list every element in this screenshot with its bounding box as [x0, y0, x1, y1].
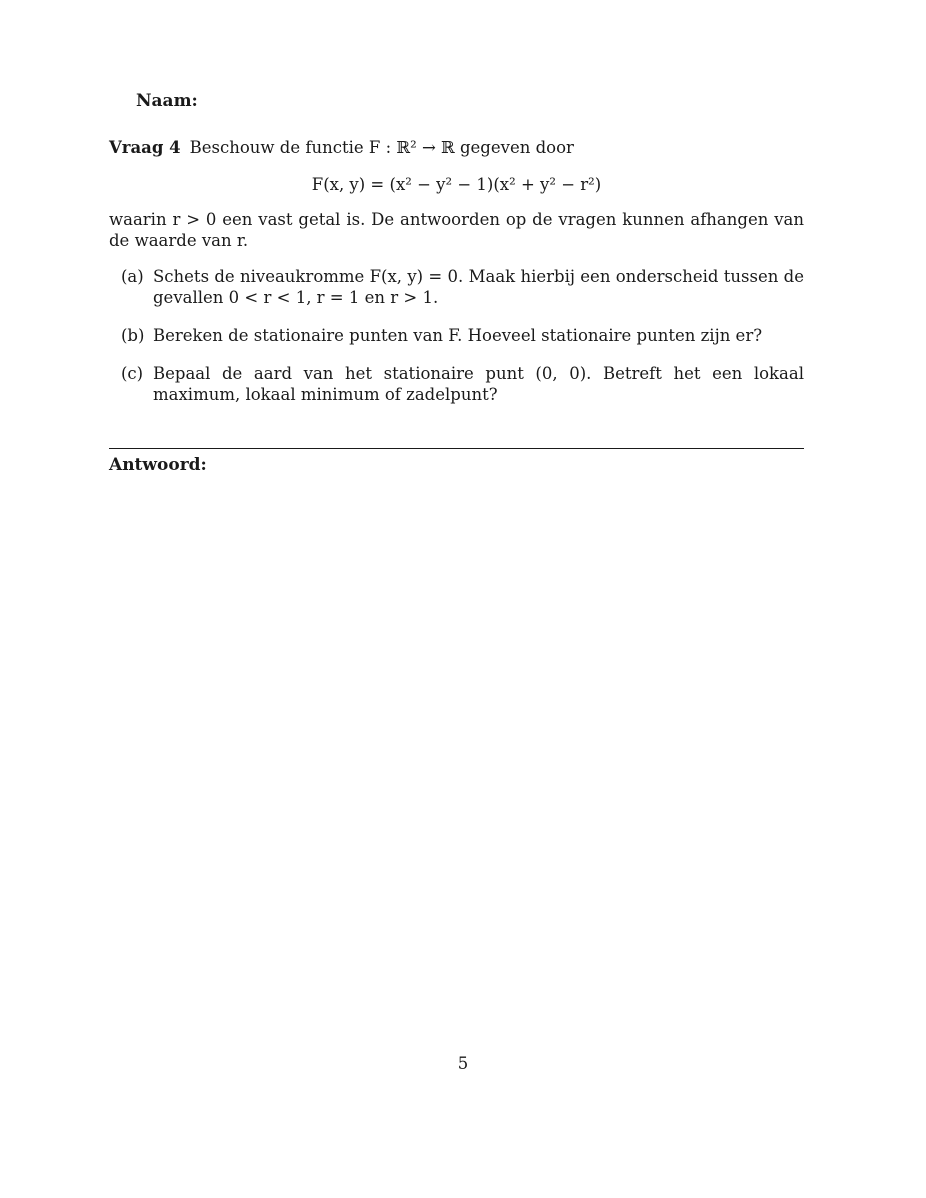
answer-label: Antwoord:	[109, 455, 207, 475]
question-heading	[109, 137, 804, 158]
part-text: Schets de niveaukromme F(x, y) = 0. Maak hierbij een onderscheid tussen de gevallen 0 < r < 1, r = 1 en r > 1.	[153, 267, 804, 307]
part-text: Bepaal de aard van het stationaire punt (0, 0). Betreft het een lokaal maximum, lokaal minimum of zadelpunt?	[153, 364, 804, 404]
question-part-c	[109, 363, 804, 405]
name-label: Naam:	[136, 91, 198, 111]
part-text: Bereken de stationaire punten van F. Hoeveel stationaire punten zijn er?	[153, 326, 763, 345]
question-parts	[109, 266, 804, 405]
part-mark: (b)	[121, 326, 145, 345]
part-mark: (c)	[121, 364, 144, 383]
question-part-b	[109, 325, 804, 346]
part-mark: (a)	[121, 267, 144, 286]
question-context: waarin r > 0 een vast getal is. De antwoorden op de vragen kunnen afhangen van de waarde van r.	[109, 210, 804, 250]
function-formula: F(x, y) = (x² − y² − 1)(x² + y² − r²)	[311, 175, 602, 194]
question-intro: Beschouw de functie F : ℝ² → ℝ gegeven door	[189, 138, 574, 157]
question-part-a	[109, 266, 804, 308]
page-number: 5	[457, 1054, 469, 1073]
question-label: Vraag 4	[109, 138, 181, 157]
question-block	[109, 137, 804, 422]
horizontal-divider	[109, 448, 804, 449]
